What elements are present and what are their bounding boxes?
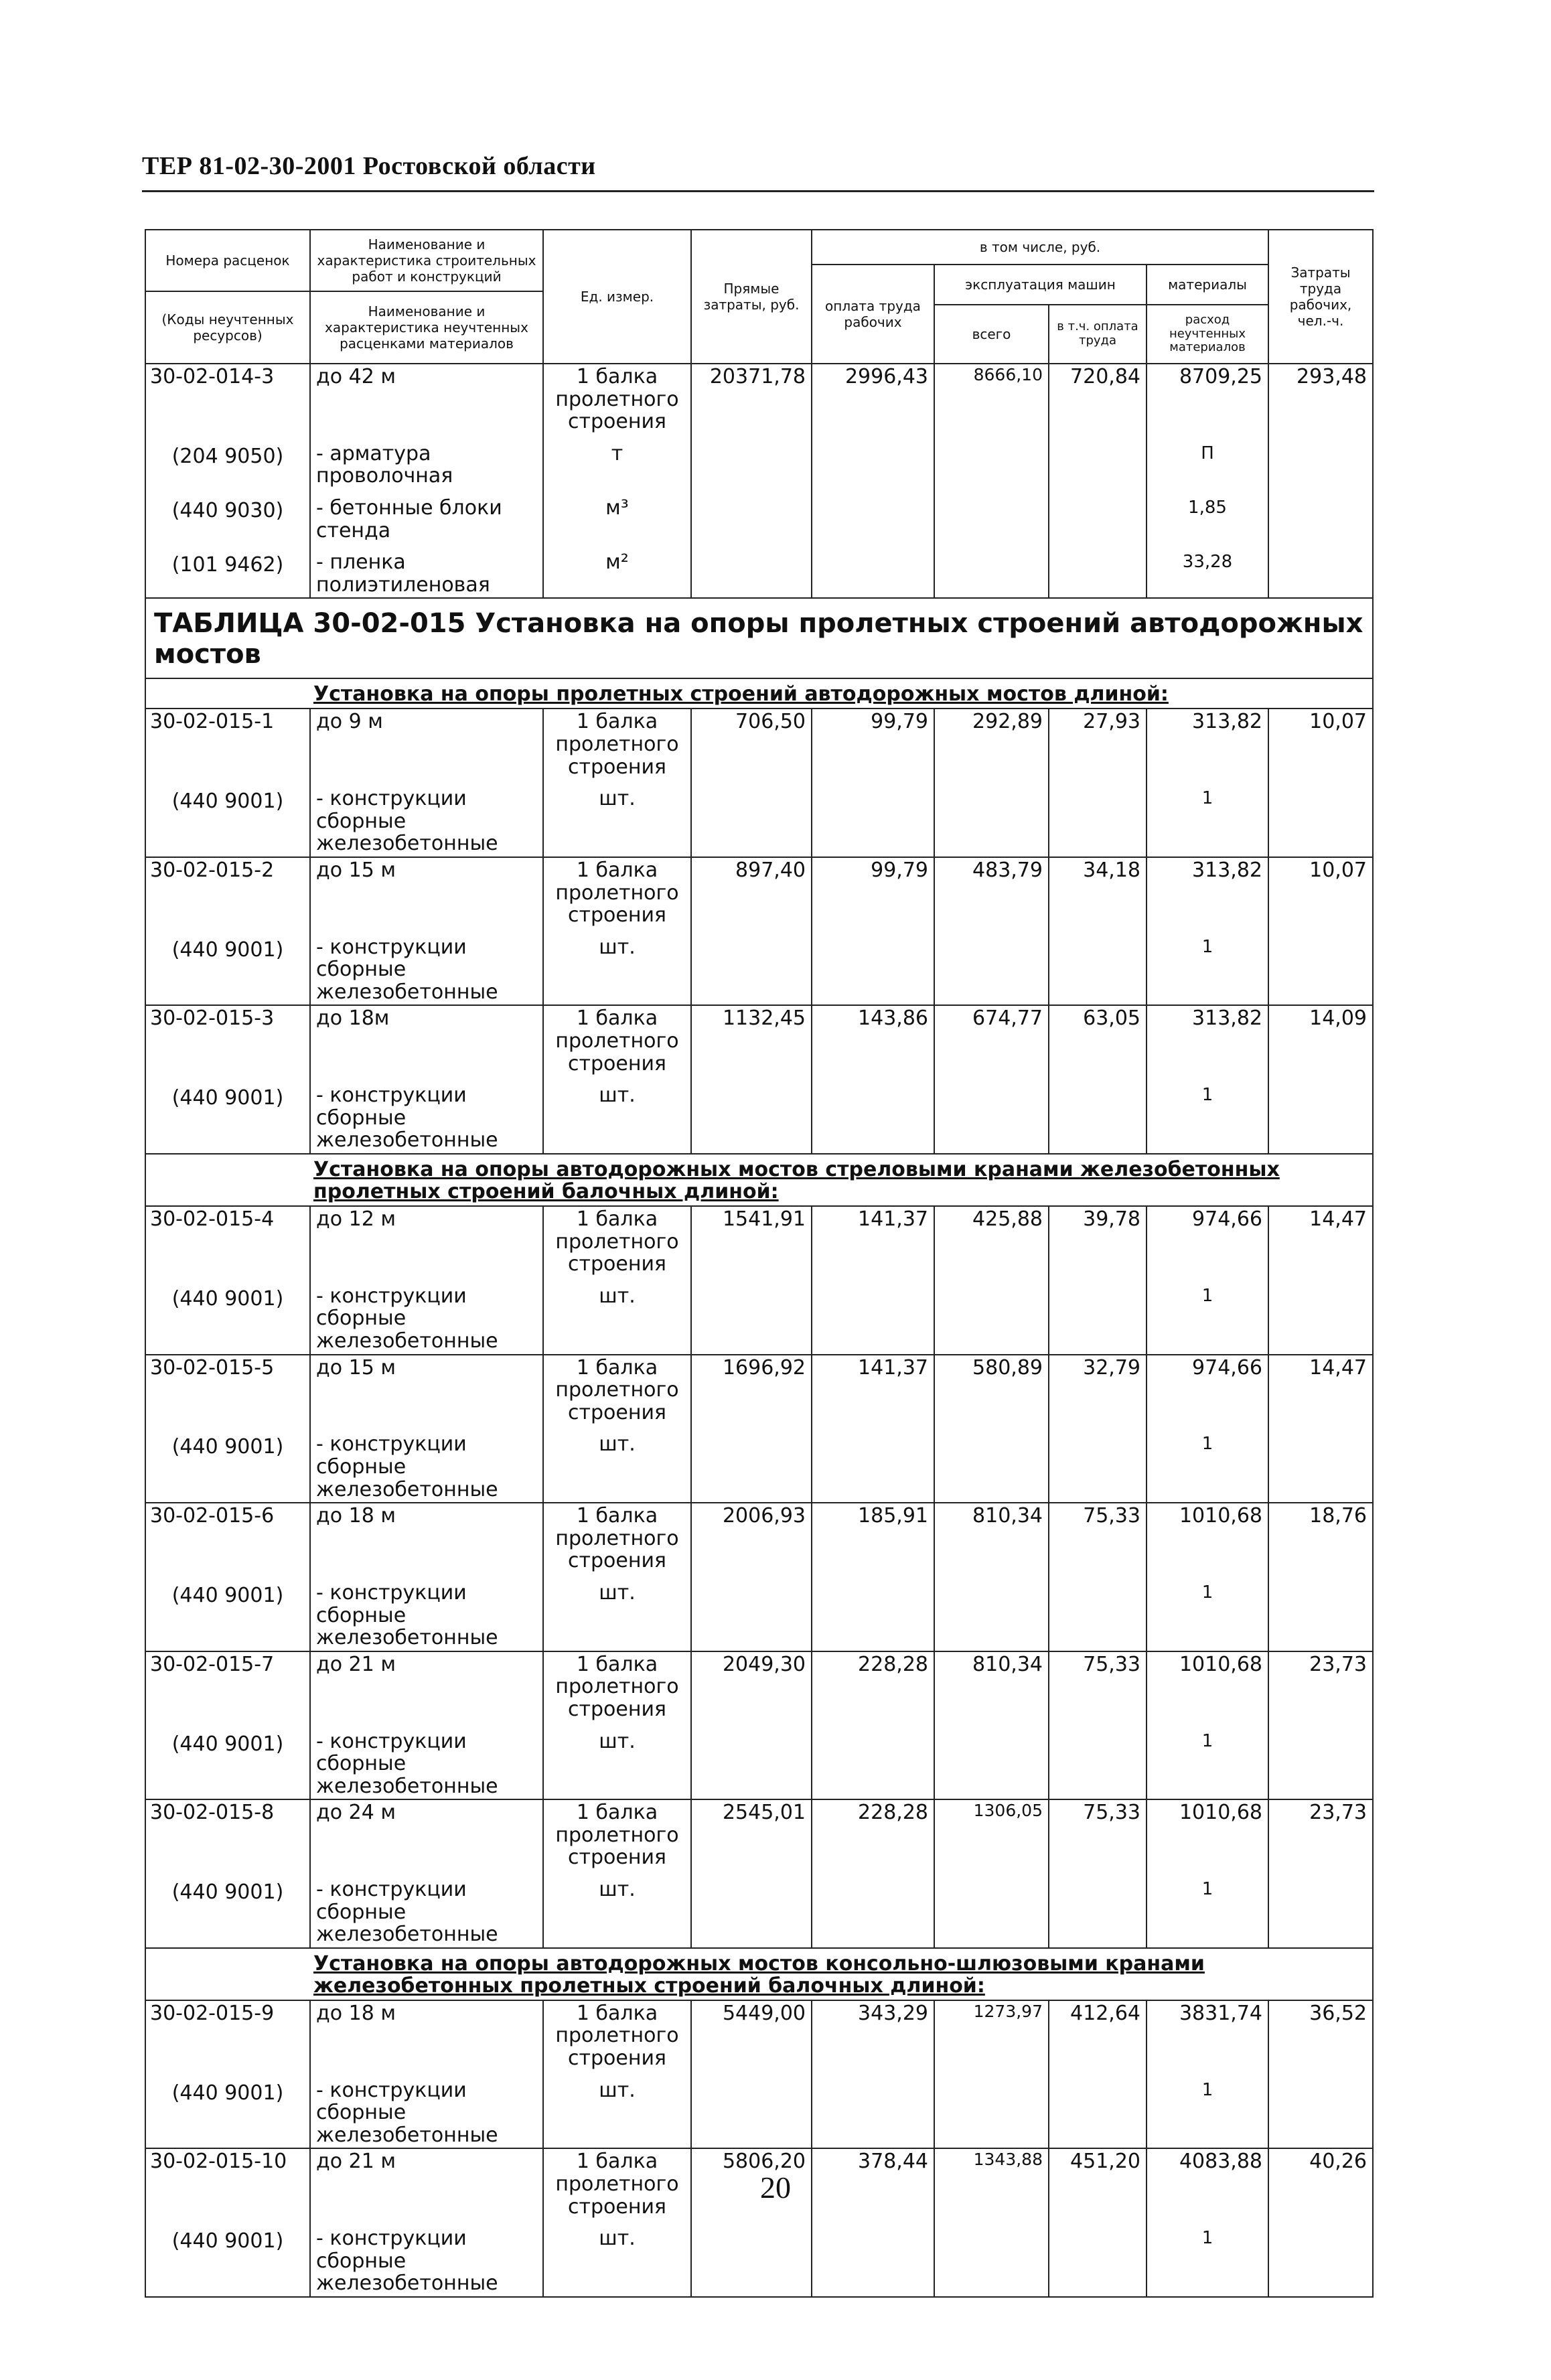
- resource-row: [145, 1277, 1373, 1355]
- resource-unit: шт.: [543, 1425, 691, 1503]
- rate-code: 30-02-015-9: [145, 2000, 310, 2071]
- machines-labor: 32,79: [1049, 1355, 1147, 1426]
- work-name: до 18м: [310, 1005, 543, 1076]
- resource-row: [145, 2071, 1373, 2149]
- rate-row: [145, 857, 1373, 928]
- resource-code: (101 9462): [145, 543, 310, 598]
- unit: 1 балка пролетного строения: [543, 364, 691, 435]
- rate-row: [145, 1206, 1373, 1277]
- group-title: [145, 678, 1373, 709]
- rate-code: 30-02-015-10: [145, 2148, 310, 2219]
- materials-cost: 1010,68: [1147, 1799, 1268, 1870]
- labor-pay: 141,37: [812, 1206, 934, 1277]
- resource-row: [145, 1574, 1373, 1651]
- machines-total: 1273,97: [934, 2000, 1049, 2071]
- resource-qty: 1: [1147, 779, 1268, 857]
- rate-code: 30-02-015-3: [145, 1005, 310, 1076]
- col-header-name: Наименование и характеристика строительных работ и конструкций: [310, 230, 543, 291]
- resource-name: - арматура проволочная: [310, 435, 543, 489]
- resource-unit: шт.: [543, 2219, 691, 2297]
- direct-cost: 1132,45: [691, 1005, 812, 1076]
- labor-hours: 23,73: [1268, 1799, 1373, 1870]
- materials-cost: 8709,25: [1147, 364, 1268, 435]
- resource-name: - конструкции сборные железобетонные: [310, 1425, 543, 1503]
- labor-pay: 2996,43: [812, 364, 934, 435]
- group-title-text: Установка на опоры автодорожных мостов консольно-шлюзовыми кранами железобетонных пролетных строений балочных длиной:: [313, 1951, 1205, 1998]
- unit: 1 балка пролетного строения: [543, 2000, 691, 2071]
- materials-cost: 313,82: [1147, 709, 1268, 779]
- header-rule: [142, 190, 1374, 192]
- col-header-machines-total: всего: [934, 305, 1049, 364]
- resource-qty: 1: [1147, 1870, 1268, 1948]
- resource-code: (440 9001): [145, 1425, 310, 1503]
- work-name: до 21 м: [310, 1651, 543, 1722]
- labor-pay: 378,44: [812, 2148, 934, 2219]
- resource-unit: шт.: [543, 1277, 691, 1355]
- rate-code: 30-02-015-6: [145, 1503, 310, 1574]
- work-name: до 12 м: [310, 1206, 543, 1277]
- resource-unit: шт.: [543, 1870, 691, 1948]
- labor-hours: 14,47: [1268, 1355, 1373, 1426]
- machines-labor: 39,78: [1049, 1206, 1147, 1277]
- rate-row: [145, 1503, 1373, 1574]
- work-name: до 15 м: [310, 857, 543, 928]
- labor-hours: 14,09: [1268, 1005, 1373, 1076]
- resource-qty: 1,85: [1147, 489, 1268, 543]
- machines-labor: 412,64: [1049, 2000, 1147, 2071]
- machines-total: 810,34: [934, 1651, 1049, 1722]
- resource-unit: шт.: [543, 1574, 691, 1651]
- resource-qty: 1: [1147, 2219, 1268, 2297]
- direct-cost: 2006,93: [691, 1503, 812, 1574]
- col-header-name-sub: Наименование и характеристика неучтенных расценками материалов: [310, 291, 543, 364]
- machines-labor: 451,20: [1049, 2148, 1147, 2219]
- resource-unit: м³: [543, 489, 691, 543]
- table-title-row: [145, 598, 1373, 678]
- resource-code: (440 9030): [145, 489, 310, 543]
- machines-total: 292,89: [934, 709, 1049, 779]
- resource-row: [145, 543, 1373, 598]
- rate-row: [145, 1355, 1373, 1426]
- labor-hours: 40,26: [1268, 2148, 1373, 2219]
- machines-total: 810,34: [934, 1503, 1049, 1574]
- col-header-machines: эксплуатация машин: [934, 265, 1147, 305]
- work-name: до 24 м: [310, 1799, 543, 1870]
- resource-qty: 33,28: [1147, 543, 1268, 598]
- labor-pay: 185,91: [812, 1503, 934, 1574]
- direct-cost: 2049,30: [691, 1651, 812, 1722]
- materials-cost: 1010,68: [1147, 1503, 1268, 1574]
- resource-code: (440 9001): [145, 1722, 310, 1800]
- machines-labor: 27,93: [1049, 709, 1147, 779]
- labor-pay: 99,79: [812, 857, 934, 928]
- machines-total: 1343,88: [934, 2148, 1049, 2219]
- machines-total: 674,77: [934, 1005, 1049, 1076]
- col-header-labor: оплата труда рабочих: [812, 265, 934, 364]
- resource-row: [145, 435, 1373, 489]
- labor-hours: 36,52: [1268, 2000, 1373, 2071]
- resource-name: - конструкции сборные железобетонные: [310, 779, 543, 857]
- machines-total: 8666,10: [934, 364, 1049, 435]
- resource-unit: шт.: [543, 1722, 691, 1800]
- direct-cost: 1696,92: [691, 1355, 812, 1426]
- resource-code: (204 9050): [145, 435, 310, 489]
- direct-cost: 5449,00: [691, 2000, 812, 2071]
- resource-unit: т: [543, 435, 691, 489]
- col-header-codes-sub: (Коды неучтенных ресурсов): [145, 291, 310, 364]
- labor-hours: 23,73: [1268, 1651, 1373, 1722]
- resource-qty: 1: [1147, 1076, 1268, 1154]
- labor-pay: 99,79: [812, 709, 934, 779]
- direct-cost: 897,40: [691, 857, 812, 928]
- resource-unit: шт.: [543, 928, 691, 1006]
- unit: 1 балка пролетного строения: [543, 1651, 691, 1722]
- unit: 1 балка пролетного строения: [543, 857, 691, 928]
- col-header-labor-cost: Затраты труда рабочих, чел.-ч.: [1268, 230, 1373, 364]
- resource-qty: 1: [1147, 1574, 1268, 1651]
- resource-name: - конструкции сборные железобетонные: [310, 1277, 543, 1355]
- materials-cost: 4083,88: [1147, 2148, 1268, 2219]
- rate-row: [145, 1799, 1373, 1870]
- group-title: [145, 1948, 1373, 2000]
- machines-labor: 75,33: [1049, 1651, 1147, 1722]
- group-title-row: [145, 1948, 1373, 2000]
- resource-unit: шт.: [543, 779, 691, 857]
- resource-unit: шт.: [543, 1076, 691, 1154]
- rate-code: 30-02-015-5: [145, 1355, 310, 1426]
- labor-hours: 18,76: [1268, 1503, 1373, 1574]
- machines-total: 1306,05: [934, 1799, 1049, 1870]
- materials-cost: 313,82: [1147, 857, 1268, 928]
- machines-total: 425,88: [934, 1206, 1049, 1277]
- materials-cost: 3831,74: [1147, 2000, 1268, 2071]
- resource-name: - бетонные блоки стенда: [310, 489, 543, 543]
- machines-labor: 63,05: [1049, 1005, 1147, 1076]
- direct-cost: 2545,01: [691, 1799, 812, 1870]
- resource-name: - конструкции сборные железобетонные: [310, 928, 543, 1006]
- rate-row: [145, 1005, 1373, 1076]
- work-name: до 9 м: [310, 709, 543, 779]
- running-head: ТЕР 81-02-30-2001 Ростовской области: [142, 152, 596, 180]
- unit: 1 балка пролетного строения: [543, 2148, 691, 2219]
- resource-code: (440 9001): [145, 1277, 310, 1355]
- resource-qty: 1: [1147, 1722, 1268, 1800]
- rate-row: [145, 1651, 1373, 1722]
- resource-row: [145, 1722, 1373, 1800]
- resource-row: [145, 1870, 1373, 1948]
- resource-qty: П: [1147, 435, 1268, 489]
- machines-total: 580,89: [934, 1355, 1049, 1426]
- rate-code: 30-02-015-2: [145, 857, 310, 928]
- labor-hours: 293,48: [1268, 364, 1373, 435]
- group-title-text: Установка на опоры автодорожных мостов стреловыми кранами железобетонных пролетных строений балочных длиной:: [313, 1158, 1280, 1204]
- unit: 1 балка пролетного строения: [543, 1355, 691, 1426]
- labor-hours: 10,07: [1268, 709, 1373, 779]
- resource-code: (440 9001): [145, 1870, 310, 1948]
- page-number: 20: [760, 2170, 791, 2205]
- direct-cost: 20371,78: [691, 364, 812, 435]
- work-name: до 18 м: [310, 2000, 543, 2071]
- col-header-materials-sub: расход неучтенных материалов: [1147, 305, 1268, 364]
- work-name: до 15 м: [310, 1355, 543, 1426]
- rate-code: 30-02-015-8: [145, 1799, 310, 1870]
- col-header-machines-labor: в т.ч. оплата труда: [1049, 305, 1147, 364]
- group-title-row: [145, 1154, 1373, 1206]
- resource-name: - конструкции сборные железобетонные: [310, 2071, 543, 2149]
- work-name: до 21 м: [310, 2148, 543, 2219]
- resource-name: - пленка полиэтиленовая: [310, 543, 543, 598]
- group-title: [145, 1154, 1373, 1206]
- resource-row: [145, 928, 1373, 1006]
- col-header-codes: Номера расценок: [145, 230, 310, 291]
- resource-unit: шт.: [543, 2071, 691, 2149]
- resource-code: (440 9001): [145, 928, 310, 1006]
- resource-name: - конструкции сборные железобетонные: [310, 1574, 543, 1651]
- labor-pay: 343,29: [812, 2000, 934, 2071]
- rate-code: 30-02-015-1: [145, 709, 310, 779]
- unit: 1 балка пролетного строения: [543, 1206, 691, 1277]
- resource-row: [145, 489, 1373, 543]
- direct-cost: 5806,20: [691, 2148, 812, 2219]
- machines-total: 483,79: [934, 857, 1049, 928]
- materials-cost: 313,82: [1147, 1005, 1268, 1076]
- group-title-text: Установка на опоры пролетных строений автодорожных мостов длиной:: [313, 682, 1169, 706]
- col-header-materials: материалы: [1147, 265, 1268, 305]
- col-header-direct: Прямые затраты, руб.: [691, 230, 812, 364]
- rate-row: [145, 2000, 1373, 2071]
- resource-row: [145, 1076, 1373, 1154]
- table-title: ТАБЛИЦА 30-02-015 Установка на опоры пролетных строений автодорожных мостов: [145, 598, 1373, 678]
- resource-unit: м²: [543, 543, 691, 598]
- resource-name: - конструкции сборные железобетонные: [310, 1870, 543, 1948]
- unit: 1 балка пролетного строения: [543, 709, 691, 779]
- col-header-including: в том числе, руб.: [812, 230, 1268, 265]
- direct-cost: 1541,91: [691, 1206, 812, 1277]
- materials-cost: 1010,68: [1147, 1651, 1268, 1722]
- rate-code: 30-02-014-3: [145, 364, 310, 435]
- labor-pay: 141,37: [812, 1355, 934, 1426]
- work-name: до 42 м: [310, 364, 543, 435]
- rate-row: [145, 364, 1373, 435]
- direct-cost: 706,50: [691, 709, 812, 779]
- resource-name: - конструкции сборные железобетонные: [310, 2219, 543, 2297]
- resource-row: [145, 1425, 1373, 1503]
- labor-pay: 228,28: [812, 1799, 934, 1870]
- machines-labor: 34,18: [1049, 857, 1147, 928]
- resource-qty: 1: [1147, 1425, 1268, 1503]
- resource-qty: 1: [1147, 928, 1268, 1006]
- labor-hours: 10,07: [1268, 857, 1373, 928]
- resource-code: (440 9001): [145, 1574, 310, 1651]
- rate-code: 30-02-015-4: [145, 1206, 310, 1277]
- unit: 1 балка пролетного строения: [543, 1503, 691, 1574]
- machines-labor: 75,33: [1049, 1799, 1147, 1870]
- rate-code: 30-02-015-7: [145, 1651, 310, 1722]
- labor-hours: 14,47: [1268, 1206, 1373, 1277]
- group-title-row: [145, 678, 1373, 709]
- materials-cost: 974,66: [1147, 1206, 1268, 1277]
- resource-code: (440 9001): [145, 1076, 310, 1154]
- resource-qty: 1: [1147, 1277, 1268, 1355]
- resource-name: - конструкции сборные железобетонные: [310, 1722, 543, 1800]
- resource-code: (440 9001): [145, 2071, 310, 2149]
- resource-code: (440 9001): [145, 2219, 310, 2297]
- unit: 1 балка пролетного строения: [543, 1799, 691, 1870]
- labor-pay: 228,28: [812, 1651, 934, 1722]
- resource-name: - конструкции сборные железобетонные: [310, 1076, 543, 1154]
- rates-table: [145, 229, 1374, 2298]
- labor-pay: 143,86: [812, 1005, 934, 1076]
- resource-row: [145, 2219, 1373, 2297]
- rate-row: [145, 709, 1373, 779]
- unit: 1 балка пролетного строения: [543, 1005, 691, 1076]
- machines-labor: 720,84: [1049, 364, 1147, 435]
- work-name: до 18 м: [310, 1503, 543, 1574]
- materials-cost: 974,66: [1147, 1355, 1268, 1426]
- resource-row: [145, 779, 1373, 857]
- machines-labor: 75,33: [1049, 1503, 1147, 1574]
- resource-qty: 1: [1147, 2071, 1268, 2149]
- col-header-unit: Ед. измер.: [543, 230, 691, 364]
- resource-code: (440 9001): [145, 779, 310, 857]
